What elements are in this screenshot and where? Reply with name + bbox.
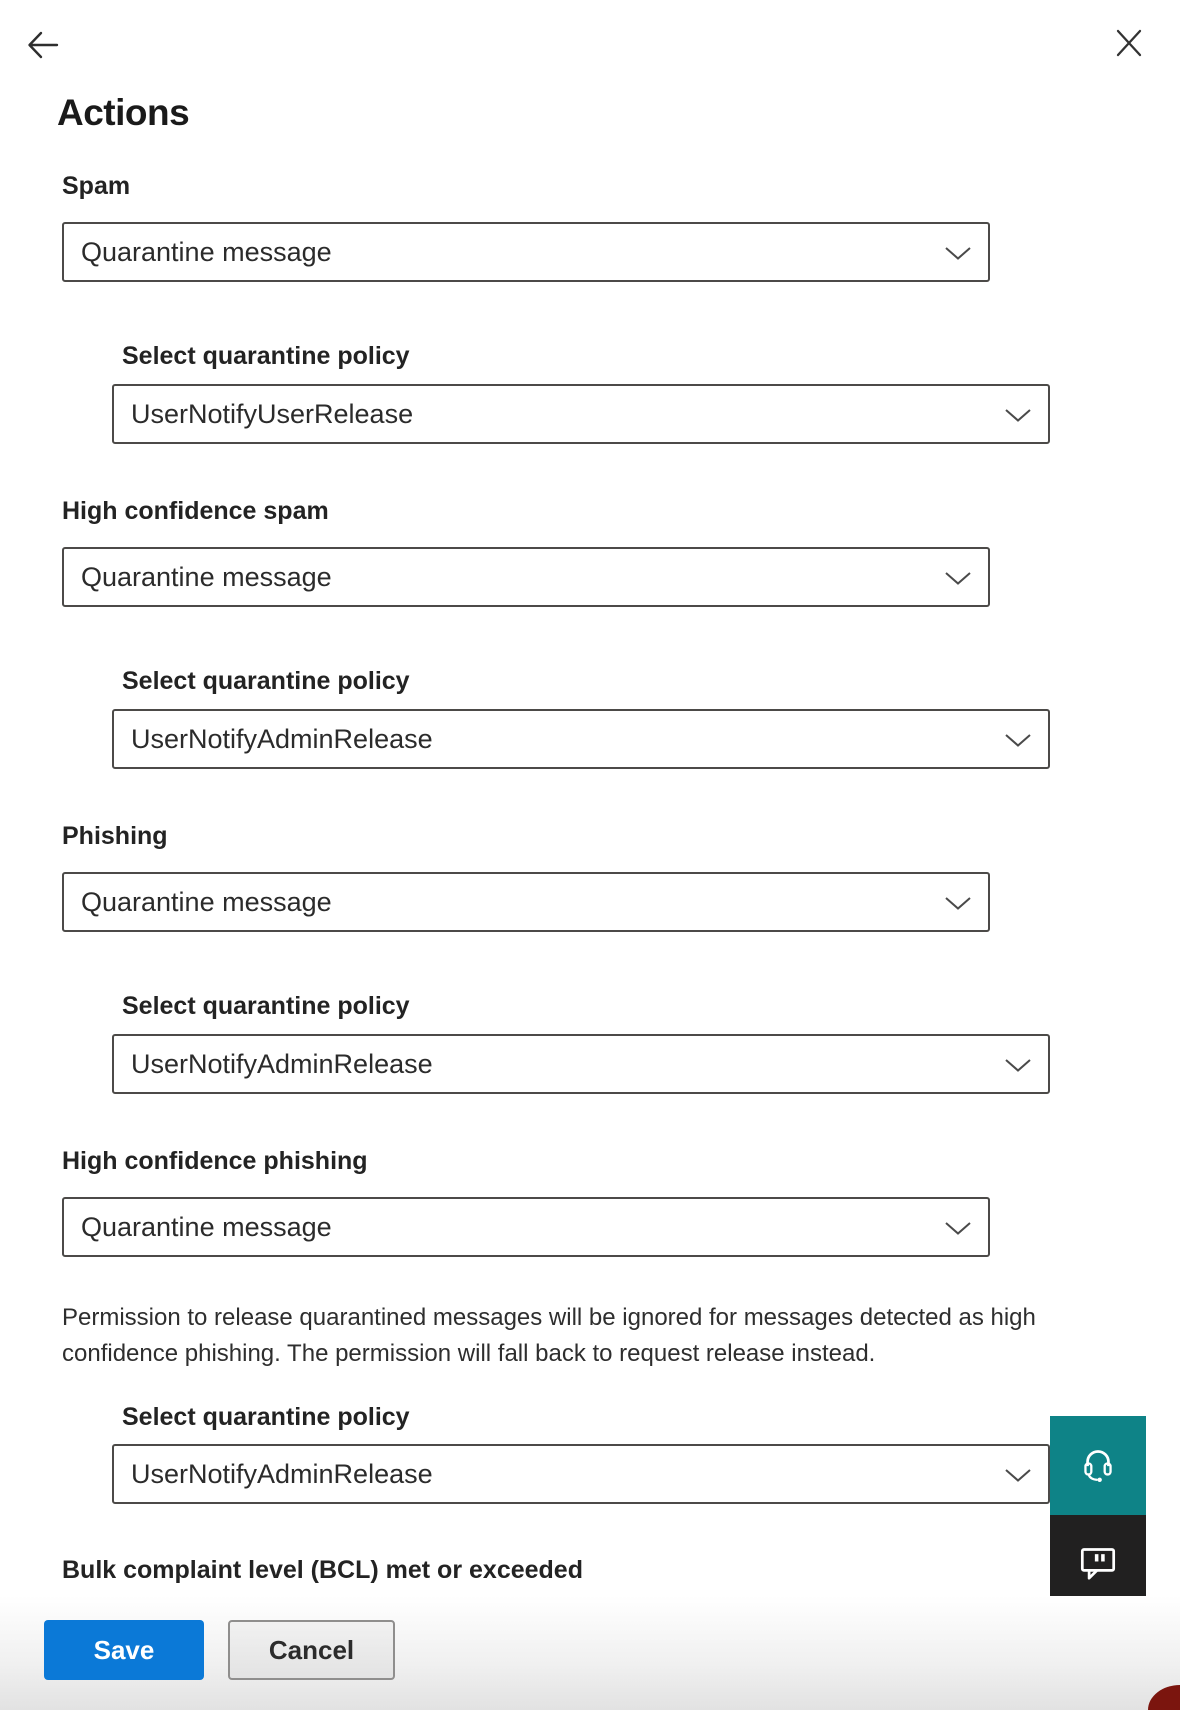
headset-icon xyxy=(1075,1441,1121,1490)
close-button[interactable] xyxy=(1114,29,1144,57)
high-confidence-phishing-action-dropdown[interactable] xyxy=(62,1197,990,1257)
high-confidence-spam-action-dropdown[interactable] xyxy=(62,547,990,607)
high-confidence-phishing-policy-dropdown[interactable] xyxy=(112,1444,1050,1504)
footer-bar xyxy=(0,1596,1180,1710)
phishing-action-dropdown[interactable] xyxy=(62,872,990,932)
chevron-down-icon xyxy=(944,887,972,918)
spam-action-value: Quarantine message xyxy=(81,236,332,267)
spam-policy-value: UserNotifyUserRelease xyxy=(131,398,414,429)
back-arrow-icon xyxy=(26,48,60,63)
high-confidence-phishing-policy-value: UserNotifyAdminRelease xyxy=(131,1458,433,1489)
cancel-button[interactable]: Cancel xyxy=(228,1620,395,1680)
back-button[interactable] xyxy=(26,30,60,60)
high-confidence-spam-action-value: Quarantine message xyxy=(81,561,332,592)
chevron-down-icon xyxy=(1004,724,1032,755)
feedback-speech-bubble-icon xyxy=(1075,1539,1121,1588)
high-confidence-phishing-action-value: Quarantine message xyxy=(81,1211,332,1242)
high-confidence-phishing-label: High confidence phishing xyxy=(62,1147,368,1175)
page-title: Actions xyxy=(57,92,190,133)
high-confidence-phishing-policy-label: Select quarantine policy xyxy=(122,1403,410,1431)
high-confidence-spam-policy-dropdown[interactable] xyxy=(112,709,1050,769)
high-confidence-spam-policy-value: UserNotifyAdminRelease xyxy=(131,723,433,754)
chevron-down-icon xyxy=(1004,399,1032,430)
bulk-complaint-level-label: Bulk complaint level (BCL) met or exceeded xyxy=(62,1556,583,1584)
high-confidence-phishing-note: Permission to release quarantined messages will be ignored for messages detected as high confidence phishing. The permission will fall back to request release instead. xyxy=(62,1304,1036,1367)
phishing-label: Phishing xyxy=(62,822,168,850)
spam-policy-label: Select quarantine policy xyxy=(122,342,410,370)
help-support-button[interactable] xyxy=(1050,1416,1146,1515)
phishing-policy-dropdown[interactable] xyxy=(112,1034,1050,1094)
phishing-policy-label: Select quarantine policy xyxy=(122,992,410,1020)
high-confidence-spam-label: High confidence spam xyxy=(62,497,329,525)
phishing-policy-value: UserNotifyAdminRelease xyxy=(131,1048,433,1079)
save-button[interactable]: Save xyxy=(44,1620,204,1680)
high-confidence-spam-policy-label: Select quarantine policy xyxy=(122,667,410,695)
close-icon xyxy=(1114,45,1144,60)
chevron-down-icon xyxy=(1004,1049,1032,1080)
chevron-down-icon xyxy=(944,237,972,268)
spam-action-dropdown[interactable] xyxy=(62,222,990,282)
spam-label: Spam xyxy=(62,172,131,200)
spam-policy-dropdown[interactable] xyxy=(112,384,1050,444)
phishing-action-value: Quarantine message xyxy=(81,886,332,917)
chevron-down-icon xyxy=(944,1212,972,1243)
chevron-down-icon xyxy=(944,562,972,593)
chevron-down-icon xyxy=(1004,1459,1032,1490)
